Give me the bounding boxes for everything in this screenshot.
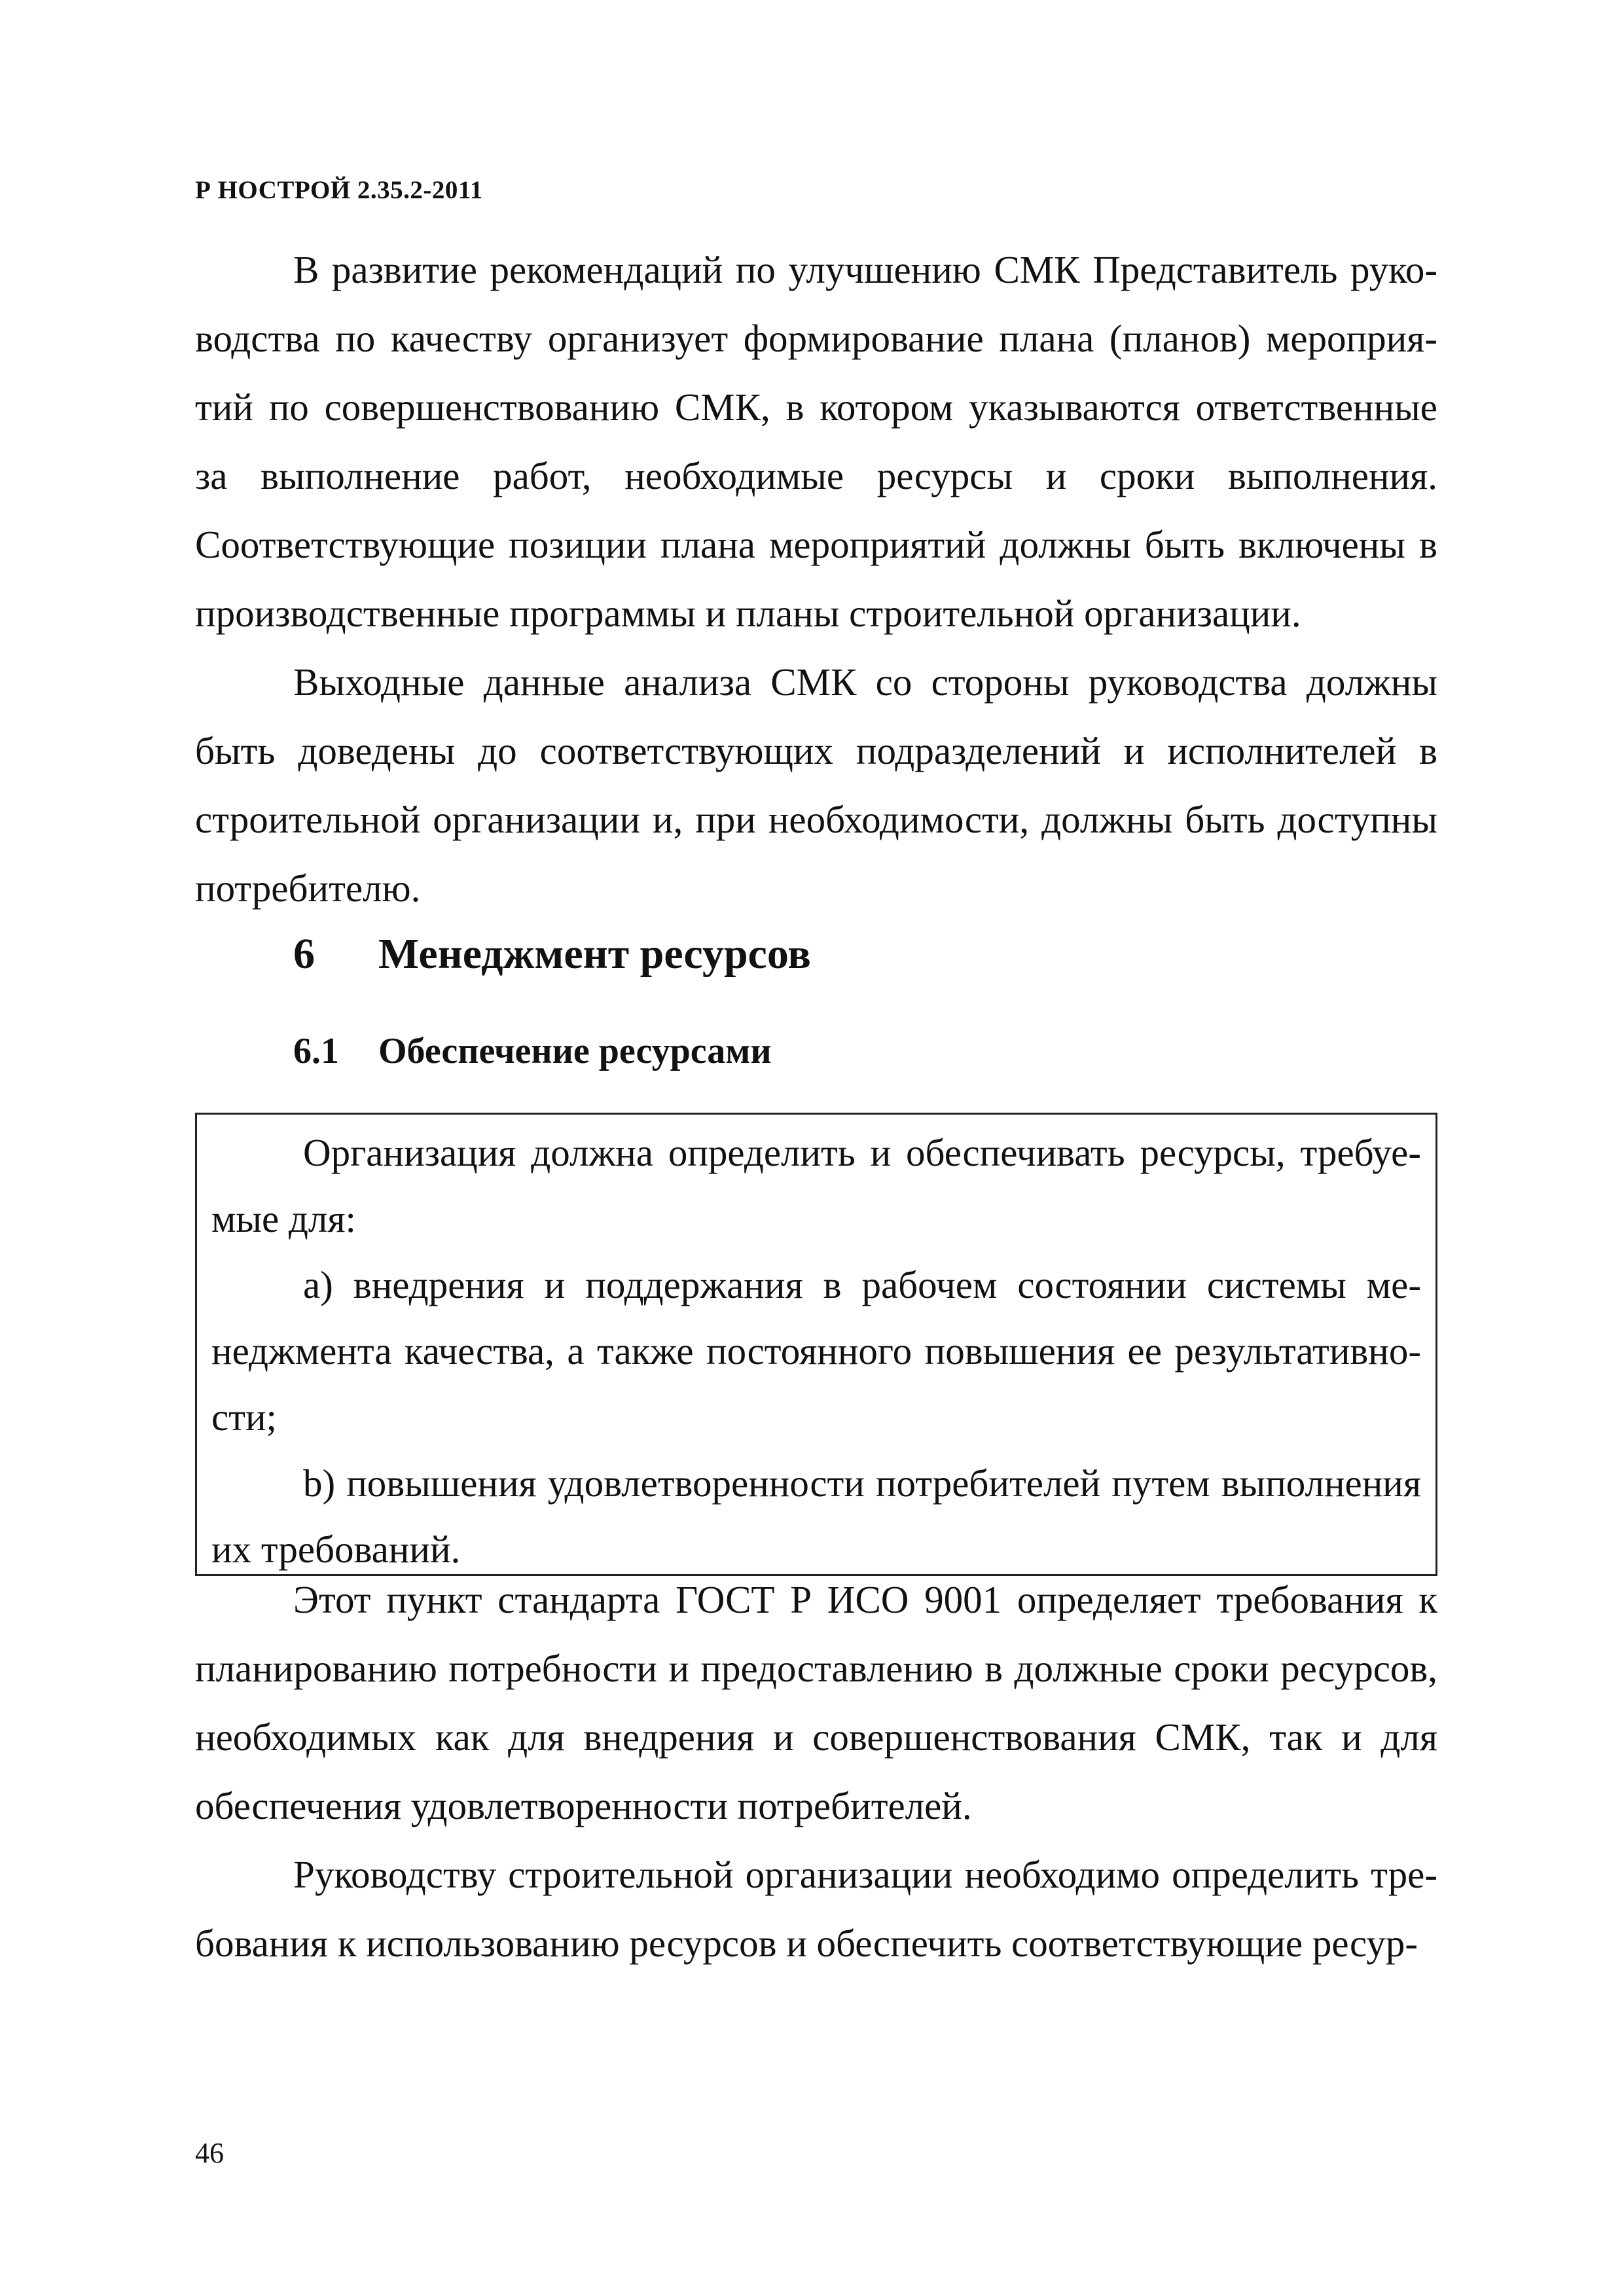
- subsection-heading: [293, 1030, 772, 1072]
- intro-text: [195, 236, 1437, 923]
- subsection-title: Обеспечение ресурсами: [378, 1031, 772, 1071]
- paragraph: Руководству строительной организации необходимо определить требования к использованию ресурсов и обеспечить соответствующие ресур-: [195, 1853, 1437, 1965]
- requirement-box: [195, 1113, 1437, 1576]
- paragraph: В развитие рекомендаций по улучшению СМК Представитель руководства по качеству организует формирование плана (планов) мероприятий по совершенствованию СМК, в котором указываются ответственные за выполнение работ, необходимые ресурсы и сроки выполнения. Соответствующие позиции плана мероприятий должны быть включены в производственные программы и планы строительной организации.: [195, 248, 1437, 635]
- requirement-item-b: b) повышения удовлетворенности потребителей путем выполнения их требований.: [211, 1462, 1421, 1571]
- section-title: Менеджмент ресурсов: [378, 930, 811, 978]
- paragraph: Этот пункт стандарта ГОСТ Р ИСО 9001 определяет требования к планированию потребности и предоставлению в должные сроки ресурсов, необходимых как для внедрения и совершенствования СМК, так и для обеспечения удовлетворенности потребителей.: [195, 1578, 1437, 1827]
- requirement-lead: Организация должна определить и обеспечивать ресурсы, требуемые для:: [211, 1131, 1421, 1240]
- section-heading: [293, 929, 811, 979]
- commentary-text: [195, 1566, 1437, 1978]
- subsection-number: 6.1: [293, 1031, 339, 1071]
- section-number: 6: [293, 930, 315, 978]
- page-number: 46: [195, 2137, 224, 2169]
- running-title: Р НОСТРОЙ 2.35.2-2011: [195, 176, 483, 204]
- requirement-item-a: a) внедрения и поддержания в рабочем состоянии системы менеджмента качества, а также постоянного повышения ее результативности;: [211, 1263, 1421, 1439]
- paragraph: Выходные данные анализа СМК со стороны руководства должны быть доведены до соответствующих подразделений и исполнителей в строительной организации и, при необходимости, должны быть доступны потребителю.: [195, 660, 1437, 910]
